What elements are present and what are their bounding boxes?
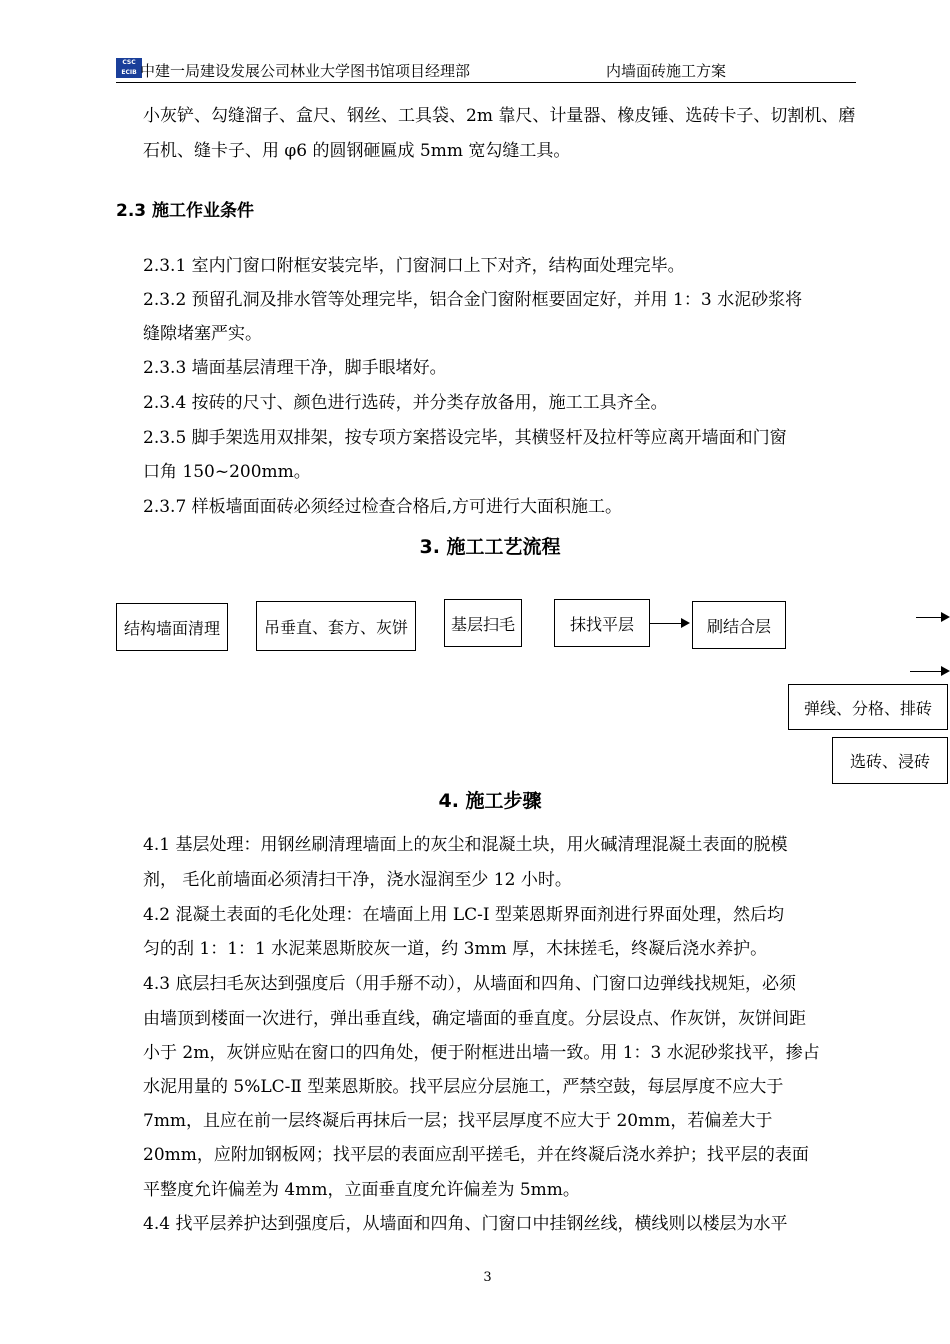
flow-step-5: 刷结合层	[692, 601, 786, 649]
paragraph-line: 4.3 底层扫毛灰达到强度后（用手掰不动），从墙面和四角、门窗口边弹线找规矩，必须	[143, 974, 796, 994]
paragraph-line: 7mm，且应在前一层终凝后再抹后一层；找平层厚度不应大于 20mm，若偏差大于	[143, 1111, 773, 1131]
paragraph-line: 2.3.4 按砖的尺寸、颜色进行选砖，并分类存放备用，施工工具齐全。	[143, 393, 668, 413]
section-heading-3: 3. 施工工艺流程	[419, 536, 561, 558]
paragraph-line: 剂， 毛化前墙面必须清扫干净，浇水湿润至少 12 小时。	[143, 870, 572, 890]
header-company: 中建一局建设发展公司林业大学图书馆项目经理部	[140, 62, 471, 80]
paragraph-line: 口角 150~200mm。	[143, 462, 311, 482]
paragraph-line: 小灰铲、勾缝溜子、盒尺、钢丝、工具袋、2m 靠尺、计量器、橡皮锤、选砖卡子、切割机、磨	[143, 106, 856, 126]
flow-arrow	[650, 623, 688, 624]
paragraph-line: 小于 2m，灰饼应贴在窗口的四角处，便于附框进出墙一致。用 1：3 水泥砂浆找平，掺占	[143, 1043, 820, 1063]
paragraph-line: 2.3.2 预留孔洞及排水管等处理完毕，铝合金门窗附框要固定好，并用 1：3 水泥砂浆将	[143, 290, 803, 310]
paragraph-line: 由墙顶到楼面一次进行，弹出垂直线，确定墙面的垂直度。分层设点、作灰饼，灰饼间距	[143, 1009, 806, 1029]
paragraph-line: 20mm，应附加钢板网；找平层的表面应刮平搓毛，并在终凝后浇水养护；找平层的表面	[143, 1145, 809, 1165]
paragraph-line: 4.2 混凝土表面的毛化处理：在墙面上用 LC-Ⅰ 型莱恩斯界面剂进行界面处理，然后均	[143, 905, 785, 925]
paragraph-line: 2.3.5 脚手架选用双排架，按专项方案搭设完毕，其横竖杆及拉杆等应离开墙面和门窗	[143, 428, 787, 448]
header-doc-title: 内墙面砖施工方案	[606, 62, 727, 80]
company-logo: CSC ECIB	[116, 58, 142, 78]
flow-step-7: 选砖、浸砖	[832, 737, 948, 784]
paragraph-line: 石机、缝卡子、用 φ6 的圆钢砸匾成 5mm 宽勾缝工具。	[143, 141, 571, 161]
paragraph-line: 匀的刮 1：1：1 水泥莱恩斯胶灰一道，约 3mm 厚，木抹搓毛，终凝后浇水养护。	[143, 939, 768, 959]
paragraph-line: 水泥用量的 5%LC-Ⅱ 型莱恩斯胶。找平层应分层施工，严禁空鼓，每层厚度不应大于	[143, 1077, 784, 1097]
flow-step-4: 抹找平层	[554, 599, 650, 647]
flow-arrow	[910, 671, 948, 672]
paragraph-line: 4.4 找平层养护达到强度后，从墙面和四角、门窗口中挂钢丝线，横线则以楼层为水平	[143, 1214, 788, 1234]
section-heading-2-3: 2.3 施工作业条件	[116, 201, 255, 221]
paragraph-line: 2.3.3 墙面基层清理干净，脚手眼堵好。	[143, 358, 447, 378]
flow-step-2: 吊垂直、套方、灰饼	[256, 601, 416, 651]
flow-arrow	[916, 617, 948, 618]
page-number: 3	[483, 1270, 492, 1285]
flow-step-3: 基层扫毛	[444, 599, 522, 647]
page-header	[116, 56, 856, 83]
paragraph-line: 平整度允许偏差为 4mm，立面垂直度允许偏差为 5mm。	[143, 1180, 580, 1200]
paragraph-line: 4.1 基层处理：用钢丝刷清理墙面上的灰尘和混凝土块，用火碱清理混凝土表面的脱模	[143, 835, 788, 855]
paragraph-line: 缝隙堵塞严实。	[143, 324, 262, 344]
section-heading-4: 4. 施工步骤	[438, 790, 542, 812]
flow-step-1: 结构墙面清理	[116, 603, 228, 651]
paragraph-line: 2.3.1 室内门窗口附框安装完毕，门窗洞口上下对齐，结构面处理完毕。	[143, 256, 685, 276]
flow-step-6: 弹线、分格、排砖	[788, 684, 948, 730]
paragraph-line: 2.3.7 样板墙面面砖必须经过检查合格后,方可进行大面积施工。	[143, 497, 623, 517]
